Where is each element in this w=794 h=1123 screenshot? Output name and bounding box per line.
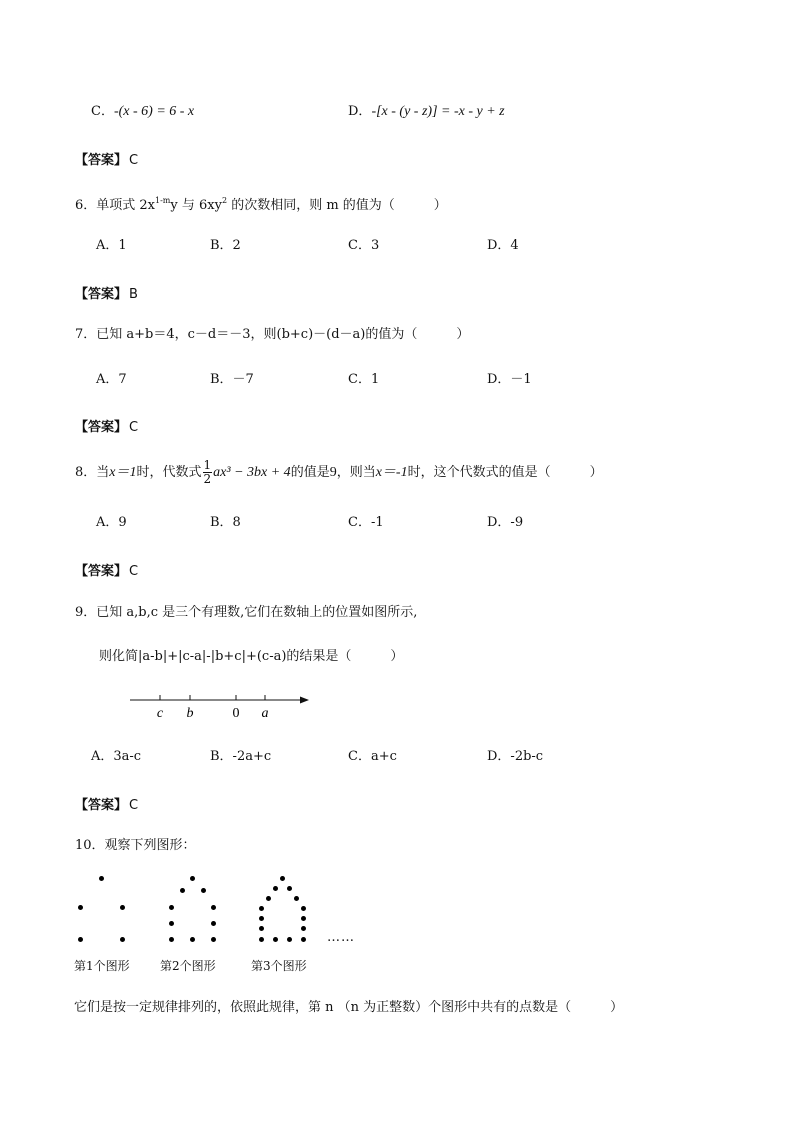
q9-stem-2: 则化简|a-b|+|c-a|-|b+c|+(c-a)的结果是（ ） — [99, 649, 404, 664]
number-line-arrow — [300, 697, 309, 704]
figure-1-caption: 第1个图形 — [74, 959, 130, 973]
fig3-dot — [259, 916, 264, 921]
q8-option-d: D．-9 — [487, 515, 524, 530]
label-0: 0 — [232, 706, 240, 721]
q8-option-c: C．-1 — [348, 515, 384, 530]
fig2-dot — [211, 937, 216, 942]
q8-answer: 【答案】 C — [75, 564, 139, 579]
q7-option-d: D．－1 — [487, 372, 532, 387]
label-a: a — [261, 706, 269, 721]
fig2-dot — [190, 876, 195, 881]
fig3-dot — [301, 906, 306, 911]
q9-option-c: C．a+c — [348, 749, 397, 764]
fig3-dot — [259, 906, 264, 911]
label-b: b — [186, 706, 194, 721]
q7-stem: 7．已知 a+b＝4，c－d＝－3，则(b+c)－(d－a)的值为（ ） — [75, 327, 470, 342]
q6-option-d: D．4 — [487, 238, 519, 253]
q10-question: 它们是按一定规律排列的，依照此规律，第 n （n 为正整数）个图形中共有的点数是（ ） — [74, 1000, 624, 1015]
q9-option-b: B．-2a+c — [210, 749, 272, 764]
q5-option-c: C．-(x - 6) = 6 - x — [91, 104, 195, 119]
fig2-dot — [169, 921, 174, 926]
q6-option-c: C．3 — [348, 238, 380, 253]
fig3-dot — [287, 886, 292, 891]
fig3-dot — [294, 896, 299, 901]
q9-answer: 【答案】 C — [75, 798, 139, 813]
q8-stem: 8．当x＝1时，代数式 $\frac{1}{2}$ ax³ − 3bx + 4的值是9，则当x＝-1时，这个代数式的值是（ ） — [75, 458, 603, 486]
fig3-dot — [280, 876, 285, 881]
q8-option-a: A．9 — [96, 515, 127, 530]
q6-option-b: B．2 — [210, 238, 241, 253]
fig1-dot — [99, 876, 104, 881]
q6-stem: 6．单项式 $2x^{1-m}y$ 与 $6xy^2$ 的次数相同，则 m 的值为（ ） — [75, 196, 447, 213]
q7-answer: 【答案】 C — [75, 420, 139, 435]
q7-option-b: B．－7 — [210, 372, 254, 387]
figure-ellipsis: …… — [327, 930, 355, 945]
fig1-dot — [78, 937, 83, 942]
fig3-dot — [266, 896, 271, 901]
figure-2-caption: 第2个图形 — [160, 959, 216, 973]
fig2-dot — [201, 888, 206, 893]
fig2-dot — [169, 937, 174, 942]
q8-option-b: B．8 — [210, 515, 241, 530]
q7-option-c: C．1 — [348, 372, 380, 387]
fig3-dot — [301, 916, 306, 921]
number-line — [120, 690, 320, 724]
fig2-dot — [211, 921, 216, 926]
fig2-dot — [169, 905, 174, 910]
q6-option-a: A．1 — [96, 238, 127, 253]
fig3-dot — [273, 937, 278, 942]
fig2-dot — [190, 937, 195, 942]
fig3-dot — [301, 937, 306, 942]
fig1-dot — [120, 937, 125, 942]
q9-option-d: D．-2b-c — [487, 749, 544, 764]
fig3-dot — [287, 937, 292, 942]
fig3-dot — [273, 886, 278, 891]
fig3-dot — [259, 937, 264, 942]
q5-answer: 【答案】 C — [75, 153, 139, 168]
fig1-dot — [120, 905, 125, 910]
figure-3-caption: 第3个图形 — [251, 959, 307, 973]
q9-stem: 9．已知 a,b,c 是三个有理数,它们在数轴上的位置如图所示, — [75, 605, 418, 620]
fig2-dot — [180, 888, 185, 893]
fig1-dot — [78, 905, 83, 910]
q5-option-d: D．-[x - (y - z)] = -x - y + z — [348, 104, 505, 119]
fig2-dot — [211, 905, 216, 910]
fig3-dot — [301, 926, 306, 931]
q7-option-a: A．7 — [96, 372, 127, 387]
fig3-dot — [259, 926, 264, 931]
q6-answer: 【答案】 B — [75, 287, 138, 302]
q8-fraction: $\frac{1}{2}$ — [203, 458, 212, 486]
label-c: c — [156, 706, 164, 721]
q10-stem: 10．观察下列图形： — [75, 838, 196, 853]
q9-option-a: A．3a-c — [91, 749, 142, 764]
